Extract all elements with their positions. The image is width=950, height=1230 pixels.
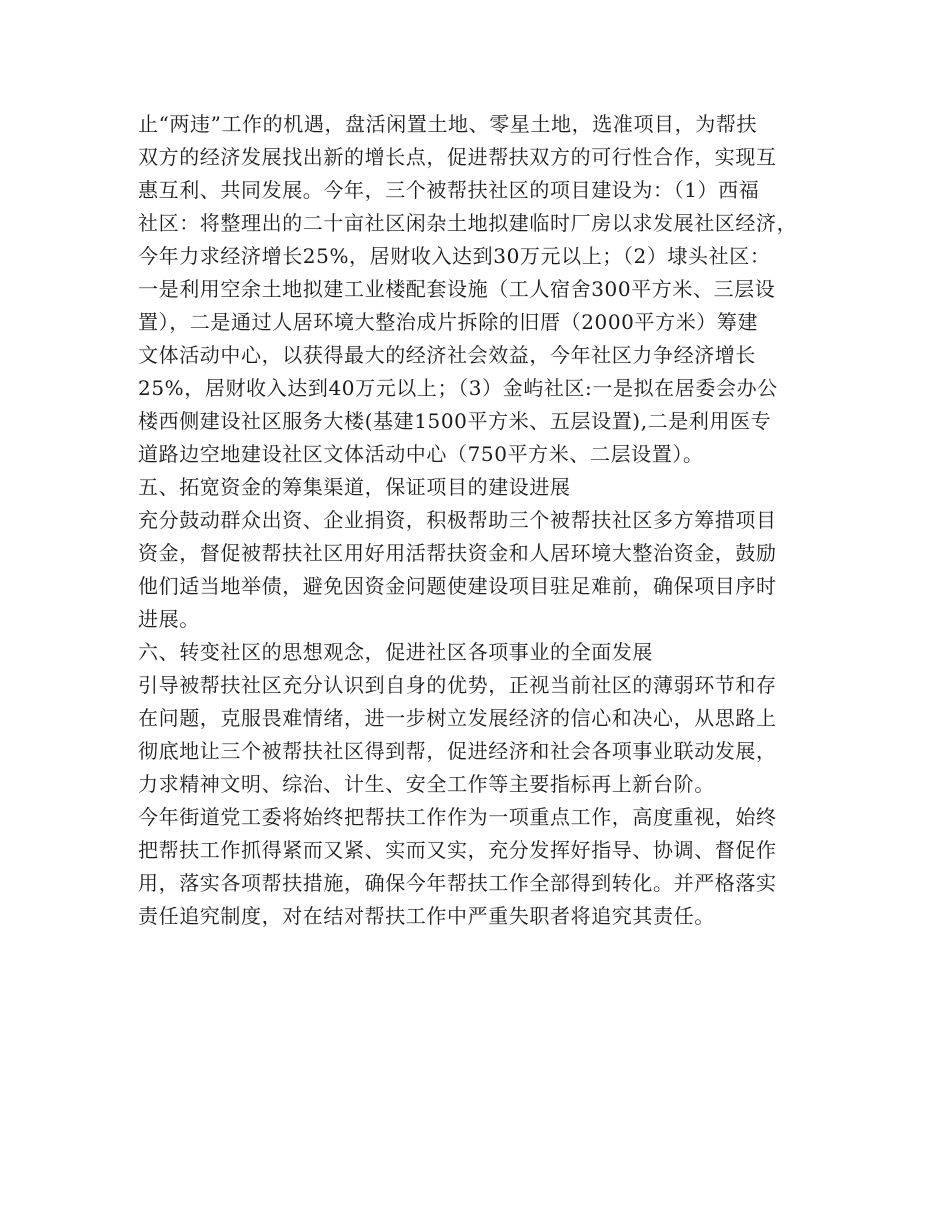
text-line: 在问题，克服畏难情绪，进一步树立发展经济的信心和决心，从思路上 [138, 706, 777, 730]
text-line: 置），二是通过人居环境大整治成片拆除的旧厝（2000平方米）筹建 [138, 310, 759, 334]
text-line: 彻底地让三个被帮扶社区得到帮，促进经济和社会各项事业联动发展， [138, 739, 777, 763]
text-line: 25%，居财收入达到40万元以上；（3）金屿社区:一是拟在居委会办公 [138, 376, 778, 400]
text-line: 资金，督促被帮扶社区用好用活帮扶资金和人居环境大整治资金，鼓励 [138, 541, 777, 565]
text-line: 充分鼓动群众出资、企业捐资，积极帮助三个被帮扶社区多方筹措项目 [138, 508, 777, 532]
text-line: 文体活动中心，以获得最大的经济社会效益，今年社区力争经济增长 [138, 343, 756, 367]
text-line: 把帮扶工作抓得紧而又紧、实而又实，充分发挥好指导、协调、督促作 [138, 838, 777, 862]
text-line: 进展。 [138, 607, 200, 631]
text-line: 今年街道党工委将始终把帮扶工作作为一项重点工作，高度重视，始终 [138, 805, 777, 829]
text-line: 他们适当地举债，避免因资金问题使建设项目驻足难前，确保项目序时 [138, 574, 777, 598]
text-line: 引导被帮扶社区充分认识到自身的优势，正视当前社区的薄弱环节和存 [138, 673, 777, 697]
text-line: 今年力求经济增长25%，居财收入达到30万元以上；（2）埭头社区： [138, 244, 771, 268]
text-line: 一是利用空余土地拟建工业楼配套设施（工人宿舍300平方米、三层设 [138, 277, 776, 301]
text-line: 社区：将整理出的二十亩社区闲杂土地拟建临时厂房以求发展社区经济， [138, 211, 798, 235]
text-line: 力求精神文明、综治、计生、安全工作等主要指标再上新台阶。 [138, 772, 715, 796]
text-line: 惠互利、共同发展。今年，三个被帮扶社区的项目建设为：（1）西福 [138, 178, 760, 202]
text-line: 用，落实各项帮扶措施，确保今年帮扶工作全部得到转化。并严格落实 [138, 871, 777, 895]
document-body [138, 108, 828, 933]
text-line: 止“两违”工作的机遇，盘活闲置土地、零星土地，选准项目，为帮扶 [138, 112, 758, 136]
text-line: 责任追究制度，对在结对帮扶工作中严重失职者将追究其责任。 [138, 904, 715, 928]
text-line: 楼西侧建设社区服务大楼(基建1500平方米、五层设置),二是利用医专 [138, 409, 772, 433]
text-line: 双方的经济发展找出新的增长点，促进帮扶双方的可行性合作，实现互 [138, 145, 777, 169]
text-line: 道路边空地建设社区文体活动中心（750平方米、二层设置）。 [138, 442, 704, 466]
section-heading: 五、拓宽资金的筹集渠道，保证项目的建设进展 [138, 475, 571, 499]
section-heading: 六、转变社区的思想观念，促进社区各项事业的全面发展 [138, 640, 653, 664]
